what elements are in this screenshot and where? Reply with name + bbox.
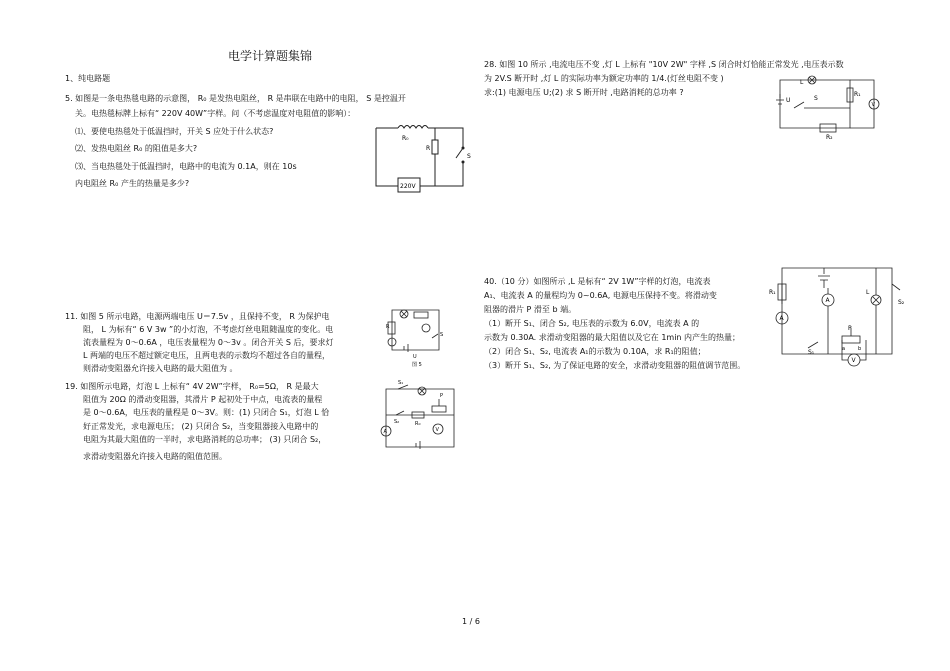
q28-line-2: 为 2V.S 断开时 ,灯 L 的实际功率为额定功率的 1/4.(灯丝电阻不变 ) [484, 74, 724, 83]
q19-line-6: 求滑动变阻器允许接入电路的阻值范围。 [83, 452, 227, 461]
q11-line-5: 则滑动变阻器允许接入电路的最大阻值为 。 [83, 364, 238, 373]
q11-circuit-diagram [384, 300, 446, 370]
q40-line-3: 阻器的滑片 P 滑至 b 端。 [484, 305, 577, 314]
q19-s1-label: S₁ [398, 380, 404, 386]
q5-r-label: R [426, 145, 431, 152]
svg-text:V: V [435, 427, 439, 433]
q5-line-3: ⑴、要使电热毯处于低温挡时，开关 S 应处于什么状态? [75, 127, 274, 136]
q40-circuit-diagram [768, 264, 910, 376]
q11-caption: 图 5 [412, 362, 422, 368]
q11-line-2: 阻， L 为标有“ 6 V 3w ”的小灯泡，不考虑灯丝电阻随温度的变化。电 [83, 325, 334, 334]
svg-text:A: A [383, 429, 387, 435]
q28-line-1: 28. 如图 10 所示 ,电流电压不变 ,灯 L 上标有 "10V 2W" 字样 ,S 闭合时灯恰能正常发光 ,电压表示数 [484, 60, 844, 69]
q5-line-5: ⑶、当电热毯处于低温挡时，电路中的电流为 0.1A，则在 10s [75, 162, 297, 171]
q19-r0-label: R₀ [415, 421, 421, 427]
svg-text:A: A [825, 297, 830, 304]
svg-text:V: V [851, 357, 856, 364]
q19-line-1: 19. 如图所示电路，灯泡 L 上标有“ 4V 2W”字样， R₀=5Ω， R 是最大 [65, 382, 319, 391]
q19-line-5: 电阻为其最大阻值的一半时，求电路消耗的总功率； (3) 只闭合 S₂， [83, 435, 327, 444]
page-number: 1 / 6 [462, 617, 480, 626]
q19-line-3: 是 0～0.6A，电压表的量程是 0～3V。则：(1) 只闭合 S₁，灯泡 L 恰 [83, 408, 330, 417]
q40-line-2: A₁、电流表 A 的量程均为 0~0.6A, 电源电压保持不变。将滑动变 [484, 291, 717, 300]
q5-s-label: S [467, 153, 471, 160]
q40-line-4: （1）断开 S₁、闭合 S₂, 电压表的示数为 6.0V，电流表 A 的 [484, 319, 700, 328]
q40-b-label: b [858, 346, 862, 352]
q11-r-label: R [386, 324, 390, 330]
q40-line-1: 40.（10 分）如图所示 ,L 是标有“ 2V 1W”字样的灯泡，电流表 [484, 277, 711, 286]
q40-s2-label: S₂ [898, 299, 905, 306]
section-heading: 1、纯电路题 [65, 74, 111, 83]
page-title: 电学计算题集锦 [228, 49, 313, 63]
q19-p-label: P [440, 393, 444, 399]
q19-line-2: 阻值为 20Ω 的滑动变阻器，其滑片 P 起初处于中点，电流表的量程 [83, 395, 323, 404]
q5-circuit-diagram [368, 118, 478, 198]
q40-line-6: （2）闭合 S₁、S₂, 电流表 A₁的示数为 0.10A，求 R₁的阻值； [484, 347, 706, 356]
q19-circuit-diagram [376, 377, 462, 457]
svg-text:A: A [779, 315, 784, 322]
q11-line-3: 流表量程为 0～0.6A ，电压表量程为 0～3v 。闭合开关 S 后，要求灯 [83, 338, 334, 347]
q40-l-label: L [866, 289, 870, 296]
q40-r1-label: R₁ [769, 289, 776, 296]
q11-line-4: L 两端的电压不超过额定电压，且两电表的示数均不超过各自的量程， [83, 351, 330, 360]
q28-circuit-diagram [770, 70, 882, 140]
q19-s2-label: S₂ [394, 419, 400, 425]
q40-a-label: a [842, 346, 846, 352]
q40-line-5: 示数为 0.30A. 求滑动变阻器的最大阻值以及它在 1min 内产生的热量； [484, 333, 741, 342]
q11-s-label: S [440, 332, 444, 338]
q40-line-7: （3）断开 S₁、S₂, 为了保证电路的安全，求滑动变阻器的阻值调节范围。 [484, 361, 746, 370]
q28-s-label: S [814, 95, 818, 102]
q28-l-label: L [800, 79, 804, 86]
q5-supply-label: 220V [400, 183, 416, 190]
q40-p-label: P [848, 325, 852, 332]
q40-s1-label: S₁ [808, 349, 815, 356]
q5-line-6: 内电阻丝 R₀ 产生的热量是多少? [75, 179, 190, 188]
q28-r1-label: R₁ [854, 91, 861, 98]
q5-r0-label: R₀ [402, 135, 409, 142]
q28-r2-label: R₂ [826, 134, 833, 140]
q28-line-3: 求:(1) 电源电压 U;(2) 求 S 断开时 ,电路消耗的总功率 ? [484, 88, 684, 97]
q5-line-4: ⑵、发热电阻丝 R₀ 的阻值是多大? [75, 144, 198, 153]
q11-u-label: U [413, 354, 417, 360]
q19-line-4: 好正常发光，求电源电压； (2) 只闭合 S₂，当变阻器接入电路中的 [83, 422, 319, 431]
q5-line-1: 5. 如图是一条电热毯电路的示意图， R₀ 是发热电阻丝， R 是串联在电路中的电阻， S 是控温开 [65, 94, 406, 103]
q5-line-2: 关。电热毯标牌上标有“ 220V 40W”字样。问（不考虑温度对电阻值的影响）： [75, 109, 356, 118]
svg-text:V: V [871, 102, 875, 108]
q28-u-label: U [786, 97, 791, 104]
q11-line-1: 11. 如图 5 所示电路，电源两端电压 U＝7.5v ，且保持不变， R 为保护电 [65, 312, 330, 321]
